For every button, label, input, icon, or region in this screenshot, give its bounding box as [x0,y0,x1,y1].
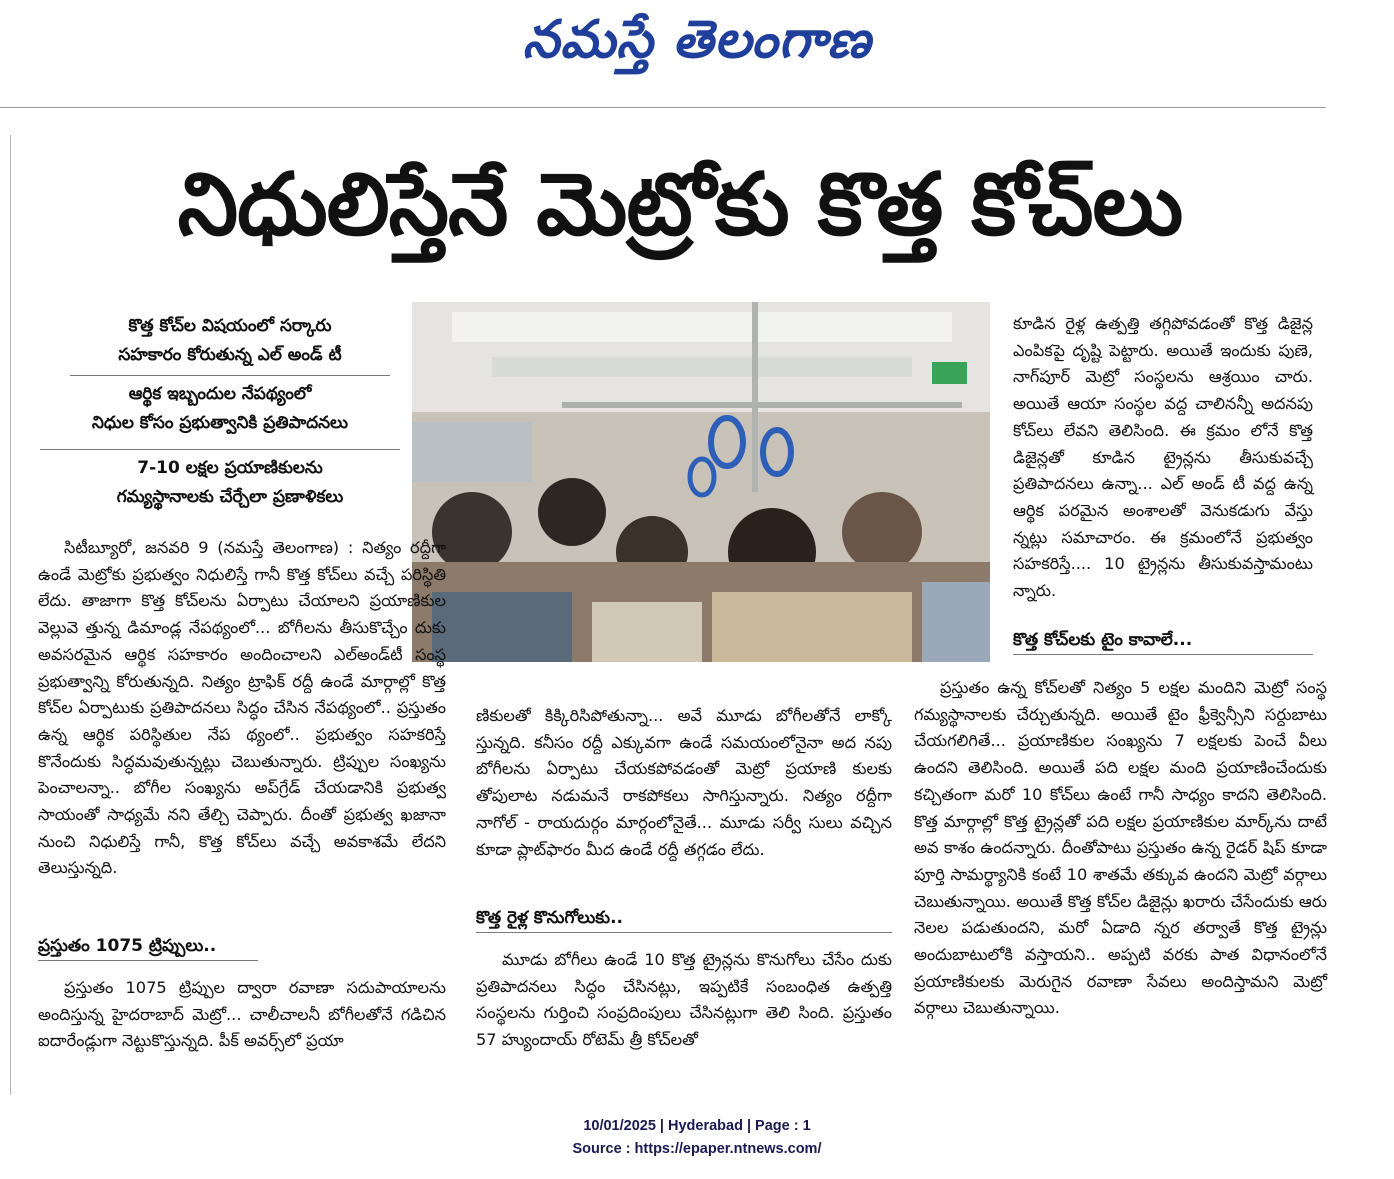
article-column-2 [476,703,892,893]
article-column-2-continued [476,947,892,1067]
deck-divider [70,375,390,376]
subhead-text: ప్రస్తుతం 1075 ట్రిప్పులు.. [38,936,217,956]
article-paragraph: ణికులతో కిక్కిరిసిపోతున్నా... అవే మూడు బోగీలతోనే లాక్కో స్తున్నది. కనీసం రద్దీ ఎక్కువగా ఉండే సమయంలోనైనా అద నపు బోగీలను ఏర్పాటు చేయకపోవడంతో మెట్రో ప్రయాణి కులకు తోపులాట నడుమనే రాకపోకలు సాగిస్తున్నారు. నిత్యం రద్దీగా నాగోల్ - రాయదుర్గం మార్గంలోనైతే... మూడు సర్వీ సులు వచ్చిన కూడా ప్లాట్‌ఫారం మీద ఉండే రద్దీ తగ్గడం లేదు. [476,706,892,859]
deck-1 [70,312,390,376]
article-paragraph: ప్రస్తుతం 1075 ట్రిప్పుల ద్వారా రవాణా సదుపాయాలను అందిస్తున్న హైదరాబాద్ మెట్రో... చాలీచాలనీ బోగీలతోనే గడిచిన ఐదారేండ్లుగా నెట్టుకొస్తున్నది. పీక్ అవర్స్‌లో ప్రయా [38,978,446,1051]
column-rule [10,135,11,1095]
newspaper-logo: నమస్తే తెలంగాణ [522,10,872,70]
subhead-underline [1013,654,1313,655]
subhead-underline [38,960,258,961]
section-subhead [1013,627,1313,655]
deck-3-line-2: గమ్యస్థానాలకు చేర్చేలా ప్రణాళికలు [116,487,344,507]
subhead-text: కొత్త రైళ్ల కొనుగోలుకు.. [476,908,623,928]
subhead-underline [476,932,892,933]
metro-crowd-photo [412,302,990,662]
deck-divider [40,449,400,450]
headline: నిధులిస్తేనే మెట్రోకు కొత్త కోచ్‌లు [177,155,1183,255]
subhead-text: కొత్త కోచ్‌లకు టైం కావాలే... [1013,630,1193,650]
article-paragraph: సిటీబ్యూరో, జనవరి 9 (నమస్తే తెలంగాణ) : నిత్యం రద్దీగా ఉండే మెట్రోకు ప్రభుత్వం నిధులిస్తే గానీ కొత్త కోచ్‌లు వచ్చే పరిస్థితి లేదు. తాజాగా కొత్త కోచ్‌లను ఏర్పాటు చేయాలని ప్రయాణికుల వెల్లువె త్తున్న డిమాండ్ల నేపథ్యంలో... బోగీలను తీసుకొచ్చేం దుకు అవసరమైన ఆర్థిక సహకారం అందించాలని ఎల్‌అండ్‌టీ సంస్థ ప్రభుత్వాన్ని కోరుతున్నది. నిత్యం ట్రాఫిక్ రద్దీ ఉండే మార్గాల్లో కొత్త కోచ్‌ల ఏర్పాటుకు ప్రతిపాదనలు సిద్ధం చేసిన నేపథ్యంలో.. ప్రస్తుతం ఉన్న ఆర్థిక పరిస్థితుల నేప థ్యంలో.. ప్రభుత్వం సహకరిస్తే కొనేందుకు సిద్ధమవుతున్నట్లు చెబుతున్నారు. ట్రిప్పుల సంఖ్యను పెంచాలన్నా.. బోగీల సంఖ్యను అప్‌గ్రేడ్ చేయడానికి ప్రభుత్వ సాయంతో సాధ్యమే నని తేల్చి చెప్పారు. దీంతో ప్రభుత్వ ఖజానా నుంచి నిధులిస్తే గానీ, కొత్త కోచ్‌లు వచ్చే అవకాశమే లేదని తెలుస్తున్నది. [38,538,446,878]
deck-2-line-1: ఆర్థిక ఇబ్బందుల నేపథ్యంలో [128,384,312,404]
article-paragraph: ప్రస్తుతం ఉన్న కోచ్‌లతో నిత్యం 5 లక్షల మందిని మెట్రో సంస్థ గమ్యస్థానాలకు చేర్చుతున్నది. అయితే టైం ఫ్రీక్వెన్సీని సర్దుబాటు చేయగలిగితే... ప్రయాణికుల సంఖ్యను 7 లక్షలకు పెంచే వీలు ఉందని తెలిసింది. అయితే పది లక్షల మంది ప్రయాణించేందుకు కచ్చితంగా మరో 10 కోచ్‌లు ఉంటే గానీ సాధ్యం కాదని తెలిసింది. కొత్త మార్గాల్లో కొత్త ట్రైన్లతో పది లక్షల ప్రయాణికుల మార్క్‌ను దాటే అవ కాశం ఉందన్నారు. దీంతోపాటు ప్రస్తుతం ఉన్న రైడర్ షిప్ కూడా పూర్తి సామర్థ్యానికి కంటే 10 శాతమే తక్కువ ఉందని మెట్రో వర్గాలు చెబుతున్నాయి. అయితే కొత్త కోచ్‌ల డిజైన్లు ఖరారు చేసేందుకు ఆరు నెలల పడుతుందని, మరో ఏడాది న్నర తర్వాతే కొత్త ట్రైన్లు అందుబాటులోకి వస్తాయని.. అప్పటి వరకు పాత విధానంలోనే ప్రయాణికులకు మెరుగైన రవాణా సేవలు అందిస్తామని మెట్రో వర్గాలు చెబుతున్నాయి. [914,678,1327,1018]
article-column-3 [914,675,1327,1065]
deck-1-line-1: కొత్త కోచ్‌ల విషయంలో సర్కారు [128,316,332,336]
footer-date-edition: 10/01/2025 | Hyderabad | Page : 1 [583,1118,811,1134]
page-footer [0,1115,1394,1161]
article-column-1 [38,535,446,915]
deck-1-line-2: సహకారం కోరుతున్న ఎల్ అండ్ టీ [118,345,342,365]
section-subhead [38,933,258,961]
deck-3-line-1: 7-10 లక్షల ప్రయాణికులను [137,458,323,478]
masthead-divider [0,107,1326,108]
article-paragraph: కూడిన రైళ్ల ఉత్పత్తి తగ్గిపోవడంతో కొత్త డిజైన్ల ఎంపికపై దృష్టి పెట్టారు. అయితే ఇందుకు పుణె, నాగ్‌పూర్ మెట్రో సంస్థలను ఆశ్రయిం చారు. అయితే ఆయా సంస్థల వద్ద చాలినన్నీ అదనపు కోచ్‌లు లేవని తెలిసింది. ఈ క్రమం లోనే కొత్త డిజైన్లతో కూడిన ట్రైన్లను తీసుకువచ్చే ప్రతిపాదనలు ఉన్నా... ఎల్ అండ్ టీ వద్ద ఉన్న ఆర్థిక పరమైన అంశాలతో వెనుకడుగు వేస్తు న్నట్లు సమాచారం. ఈ క్రమంలోనే ప్రభుత్వం సహకరిస్తే.... 10 ట్రైన్లను తీసుకువస్తామంటు న్నారు. [1013,314,1313,601]
article-column-1-continued [38,975,446,1065]
section-subhead [476,905,892,933]
deck-2 [40,380,400,450]
footer-source: Source : https://epaper.ntnews.com/ [572,1141,822,1157]
deck-2-line-2: నిధుల కోసం ప్రభుత్వానికి ప్రతిపాదనలు [92,413,348,433]
article-column-3-top [1013,311,1313,616]
masthead [0,0,1394,100]
deck-3 [70,454,390,520]
photo-illustration [412,302,990,662]
article-paragraph: మూడు బోగీలు ఉండే 10 కొత్త ట్రైన్లను కొనుగోలు చేసేం దుకు ప్రతిపాదనలు సిద్ధం చేసినట్లు, ఇప్పటికే సంబంధిత ఉత్పత్తి సంస్థలను గుర్తించి సంప్రదింపులు చేసినట్లుగా తెలి సింది. ప్రస్తుతం 57 హ్యుందాయ్ రోటెమ్ త్రీ కోచ్‌లతో [476,950,892,1050]
